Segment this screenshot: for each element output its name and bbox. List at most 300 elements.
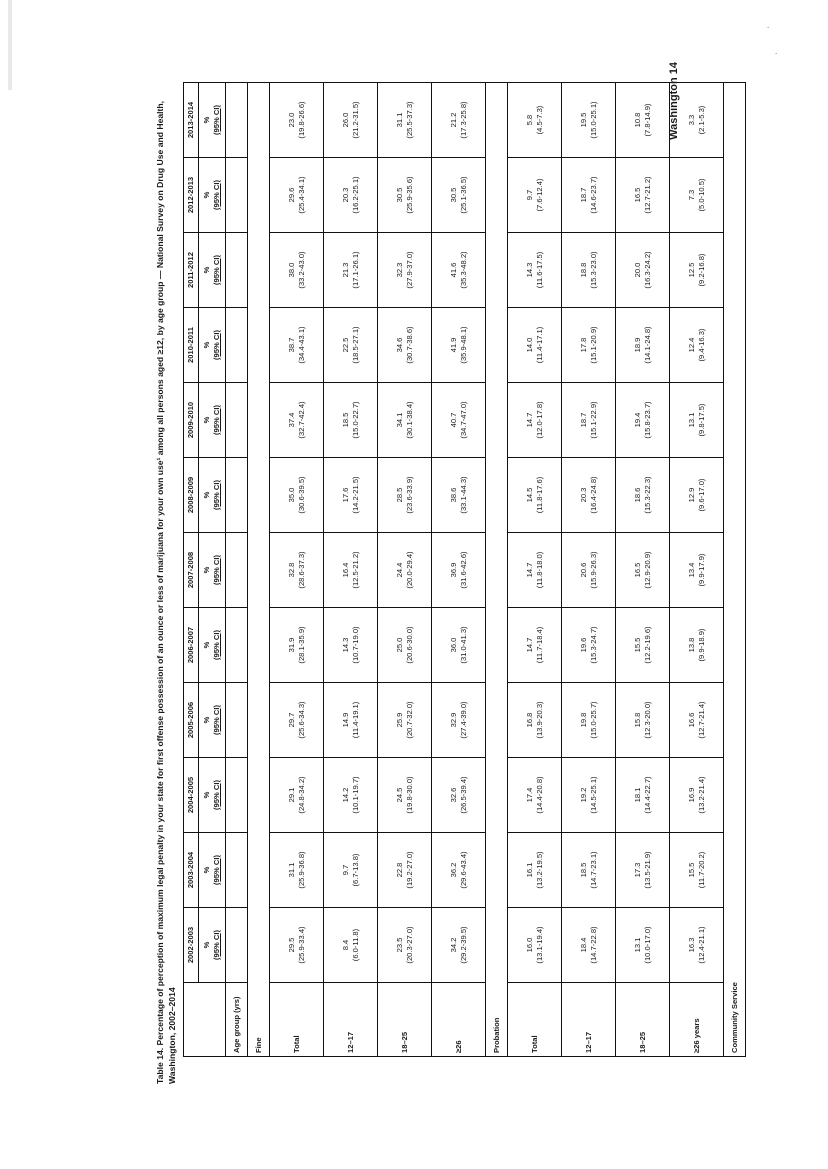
- value-cell: [616, 833, 670, 908]
- estimate: 26.0: [340, 112, 350, 128]
- percent-label: %: [202, 416, 211, 424]
- row-label: 12–17: [324, 983, 378, 1057]
- value-cell: [616, 608, 670, 683]
- confidence-interval: (25.1-36.5): [458, 176, 468, 214]
- percent-label: %: [202, 491, 211, 499]
- confidence-interval: (34.7-47.0): [458, 401, 468, 439]
- confidence-interval: (27.4-39.0): [458, 701, 468, 739]
- estimate: 16.8: [524, 712, 534, 728]
- estimate: 22.5: [340, 337, 350, 353]
- value-cell: [432, 533, 486, 608]
- page-footer: Washington 14: [668, 62, 680, 140]
- value-cell: [270, 608, 324, 683]
- estimate: 16.5: [632, 187, 642, 203]
- confidence-interval: (11.4-19.1): [350, 701, 360, 739]
- estimate: 36.0: [448, 637, 458, 653]
- value-cell: [270, 533, 324, 608]
- estimate: 12.5: [686, 262, 696, 278]
- estimate: 19.2: [578, 787, 588, 803]
- row-label: 18–25: [616, 983, 670, 1057]
- empty-cell: [226, 83, 248, 158]
- estimate: 18.5: [340, 412, 350, 428]
- subheader-cell: [199, 758, 226, 833]
- ci-label: (95% CI): [212, 255, 221, 285]
- estimate: 18.4: [578, 937, 588, 953]
- estimate: 16.4: [340, 562, 350, 578]
- confidence-interval: (34.4-43.1): [296, 326, 306, 364]
- confidence-interval: (12.9-20.9): [642, 551, 652, 589]
- estimate: 19.5: [578, 112, 588, 128]
- estimate: 9.7: [340, 864, 350, 876]
- confidence-interval: (16.2-25.1): [350, 176, 360, 214]
- confidence-interval: (28.6-37.3): [296, 551, 306, 589]
- empty-cell: [226, 308, 248, 383]
- estimate: 13.4: [686, 562, 696, 578]
- estimate: 32.3: [394, 262, 404, 278]
- confidence-interval: (15.0-25.1): [588, 101, 598, 139]
- confidence-interval: (16.4-24.8): [588, 476, 598, 514]
- subheader-cell: [199, 383, 226, 458]
- percent-label: %: [202, 791, 211, 799]
- empty-cell: [226, 683, 248, 758]
- estimate: 14.3: [340, 637, 350, 653]
- value-cell: [270, 158, 324, 233]
- confidence-interval: (31.0-41.3): [458, 626, 468, 664]
- estimate: 14.3: [524, 262, 534, 278]
- estimate: 34.2: [448, 937, 458, 953]
- subheader-cell: [199, 683, 226, 758]
- year-header: 2007-2008: [184, 533, 199, 608]
- confidence-interval: (6.7-13.8): [350, 853, 360, 887]
- table-row: [378, 83, 432, 1057]
- confidence-interval: (25.9-33.4): [296, 926, 306, 964]
- value-cell: [616, 383, 670, 458]
- year-header: 2013-2014: [184, 83, 199, 158]
- estimate: 18.6: [632, 487, 642, 503]
- confidence-interval: (15.1-22.9): [588, 401, 598, 439]
- value-cell: [508, 908, 562, 983]
- estimate: 41.9: [448, 337, 458, 353]
- confidence-interval: (13.9-20.3): [534, 701, 544, 739]
- year-header: 2010-2011: [184, 308, 199, 383]
- confidence-interval: (26.5-39.4): [458, 776, 468, 814]
- row-label: ≥26: [432, 983, 486, 1057]
- value-cell: [324, 458, 378, 533]
- estimate: 18.8: [578, 262, 588, 278]
- value-cell: [508, 533, 562, 608]
- empty-cell: [226, 383, 248, 458]
- estimate: 38.6: [448, 487, 458, 503]
- value-cell: [432, 833, 486, 908]
- percent-label: %: [202, 866, 211, 874]
- estimate: 13.1: [632, 937, 642, 953]
- value-cell: [378, 233, 432, 308]
- table-row: [508, 83, 562, 1057]
- value-cell: [562, 758, 616, 833]
- value-cell: [432, 233, 486, 308]
- value-cell: [270, 833, 324, 908]
- estimate: 25.0: [394, 637, 404, 653]
- confidence-interval: (14.5-25.1): [588, 776, 598, 814]
- value-cell: [670, 683, 724, 758]
- value-cell: [378, 533, 432, 608]
- percent-label: %: [202, 716, 211, 724]
- confidence-interval: (14.7-22.8): [588, 926, 598, 964]
- estimate: 15.5: [632, 637, 642, 653]
- ci-label: (95% CI): [212, 780, 221, 810]
- estimate: 14.2: [340, 787, 350, 803]
- estimate: 37.4: [286, 412, 296, 428]
- confidence-interval: (4.5-7.3): [534, 105, 544, 135]
- estimate: 17.8: [578, 337, 588, 353]
- estimate: 16.6: [686, 712, 696, 728]
- estimate: 20.3: [340, 187, 350, 203]
- value-cell: [432, 383, 486, 458]
- confidence-interval: (20.3-27.0): [404, 926, 414, 964]
- confidence-interval: (11.6-17.5): [534, 251, 544, 289]
- estimate: 29.7: [286, 712, 296, 728]
- table-row: [616, 83, 670, 1057]
- estimate: 18.5: [578, 862, 588, 878]
- estimate: 31.1: [394, 112, 404, 128]
- confidence-interval: (9.9-18.9): [696, 628, 706, 662]
- confidence-interval: (25.4-34.1): [296, 176, 306, 214]
- year-header: 2005-2006: [184, 683, 199, 758]
- confidence-interval: (9.4-16.3): [696, 328, 706, 362]
- header-corner: [184, 983, 226, 1057]
- row-label: Total: [508, 983, 562, 1057]
- header-row: [184, 83, 199, 1057]
- data-table: [183, 82, 746, 1057]
- confidence-interval: (11.7-18.4): [534, 626, 544, 664]
- year-header: 2004-2005: [184, 758, 199, 833]
- estimate: 20.0: [632, 262, 642, 278]
- estimate: 19.4: [632, 412, 642, 428]
- confidence-interval: (11.8-17.6): [534, 476, 544, 514]
- estimate: 28.5: [394, 487, 404, 503]
- value-cell: [432, 83, 486, 158]
- confidence-interval: (11.4-17.1): [534, 326, 544, 364]
- estimate: 17.3: [632, 862, 642, 878]
- value-cell: [670, 383, 724, 458]
- value-cell: [432, 683, 486, 758]
- estimate: 15.5: [686, 862, 696, 878]
- value-cell: [432, 908, 486, 983]
- value-cell: [508, 383, 562, 458]
- confidence-interval: (29.2-39.5): [458, 926, 468, 964]
- estimate: 19.6: [578, 637, 588, 653]
- confidence-interval: (35.3-48.2): [458, 251, 468, 289]
- estimate: 36.2: [448, 862, 458, 878]
- section-row: [486, 83, 508, 1057]
- value-cell: [616, 908, 670, 983]
- value-cell: [324, 158, 378, 233]
- row-label: ≥26 years: [670, 983, 724, 1057]
- value-cell: [670, 458, 724, 533]
- estimate: 22.8: [394, 862, 404, 878]
- rotated-page-content: [150, 62, 739, 1090]
- confidence-interval: (14.4-22.7): [642, 776, 652, 814]
- value-cell: [432, 308, 486, 383]
- ci-label: (95% CI): [212, 630, 221, 660]
- confidence-interval: (15.1-20.9): [588, 326, 598, 364]
- ci-label: (95% CI): [212, 930, 221, 960]
- percent-label: %: [202, 566, 211, 574]
- estimate: 21.2: [448, 112, 458, 128]
- value-cell: [270, 458, 324, 533]
- confidence-interval: (19.8-26.6): [296, 101, 306, 139]
- confidence-interval: (9.9-17.9): [696, 553, 706, 587]
- value-cell: [378, 908, 432, 983]
- estimate: 23.0: [286, 112, 296, 128]
- value-cell: [670, 233, 724, 308]
- value-cell: [508, 158, 562, 233]
- year-header: 2011-2012: [184, 233, 199, 308]
- estimate: 34.1: [394, 412, 404, 428]
- age-group-label: Age group (yrs): [226, 983, 248, 1057]
- estimate: 12.4: [686, 337, 696, 353]
- estimate: 10.8: [632, 112, 642, 128]
- value-cell: [270, 683, 324, 758]
- estimate: 29.1: [286, 787, 296, 803]
- estimate: 34.6: [394, 337, 404, 353]
- subheader-cell: [199, 308, 226, 383]
- year-header: 2002-2003: [184, 908, 199, 983]
- value-cell: [324, 308, 378, 383]
- year-header: 2003-2004: [184, 833, 199, 908]
- value-cell: [432, 158, 486, 233]
- confidence-interval: (14.7-23.1): [588, 851, 598, 889]
- estimate: 3.3: [686, 114, 696, 126]
- value-cell: [270, 908, 324, 983]
- value-cell: [508, 458, 562, 533]
- subheader-cell: [199, 533, 226, 608]
- confidence-interval: (9.6-17.0): [696, 478, 706, 512]
- ci-label: (95% CI): [212, 705, 221, 735]
- confidence-interval: (7.6-12.4): [534, 178, 544, 212]
- empty-cell: [226, 533, 248, 608]
- confidence-interval: (32.7-42.4): [296, 401, 306, 439]
- estimate: 14.7: [524, 412, 534, 428]
- row-label: 18–25: [378, 983, 432, 1057]
- value-cell: [324, 833, 378, 908]
- ci-label: (95% CI): [212, 105, 221, 135]
- value-cell: [562, 608, 616, 683]
- estimate: 29.6: [286, 187, 296, 203]
- confidence-interval: (10.0-17.0): [642, 926, 652, 964]
- section-label: Fine: [248, 83, 270, 1057]
- confidence-interval: (9.2-16.8): [696, 253, 706, 287]
- value-cell: [508, 608, 562, 683]
- estimate: 5.8: [524, 114, 534, 126]
- value-cell: [562, 683, 616, 758]
- estimate: 14.5: [524, 487, 534, 503]
- estimate: 20.6: [578, 562, 588, 578]
- section-label: Probation: [486, 83, 508, 1057]
- confidence-interval: (14.6-23.7): [588, 176, 598, 214]
- estimate: 14.7: [524, 562, 534, 578]
- year-header: 2006-2007: [184, 608, 199, 683]
- estimate: 20.3: [578, 487, 588, 503]
- value-cell: [616, 758, 670, 833]
- value-cell: [616, 308, 670, 383]
- value-cell: [616, 233, 670, 308]
- value-cell: [432, 458, 486, 533]
- value-cell: [270, 308, 324, 383]
- estimate: 21.3: [340, 262, 350, 278]
- subheader-cell: [199, 83, 226, 158]
- confidence-interval: (12.7-21.2): [642, 176, 652, 214]
- confidence-interval: (13.1-19.4): [534, 926, 544, 964]
- value-cell: [562, 908, 616, 983]
- confidence-interval: (12.4-21.1): [696, 926, 706, 964]
- confidence-interval: (6.0-11.8): [350, 928, 360, 962]
- value-cell: [670, 833, 724, 908]
- estimate: 9.7: [524, 189, 534, 201]
- subheader-cell: [199, 158, 226, 233]
- value-cell: [670, 608, 724, 683]
- percent-label: %: [202, 941, 211, 949]
- confidence-interval: (15.3-24.7): [588, 626, 598, 664]
- confidence-interval: (33.1-44.3): [458, 476, 468, 514]
- estimate: 30.5: [448, 187, 458, 203]
- value-cell: [670, 158, 724, 233]
- value-cell: [432, 608, 486, 683]
- confidence-interval: (15.0-22.7): [350, 401, 360, 439]
- estimate: 17.4: [524, 787, 534, 803]
- value-cell: [562, 833, 616, 908]
- value-cell: [562, 83, 616, 158]
- estimate: 16.0: [524, 937, 534, 953]
- value-cell: [378, 758, 432, 833]
- value-cell: [324, 383, 378, 458]
- confidence-interval: (13.2-21.4): [696, 776, 706, 814]
- value-cell: [670, 758, 724, 833]
- year-header: 2008-2009: [184, 458, 199, 533]
- confidence-interval: (15.8-23.7): [642, 401, 652, 439]
- value-cell: [378, 158, 432, 233]
- estimate: 16.1: [524, 862, 534, 878]
- empty-cell: [226, 908, 248, 983]
- table-row: [562, 83, 616, 1057]
- empty-cell: [226, 608, 248, 683]
- value-cell: [324, 83, 378, 158]
- estimate: 12.9: [686, 487, 696, 503]
- value-cell: [378, 83, 432, 158]
- confidence-interval: (12.7-21.4): [696, 701, 706, 739]
- confidence-interval: (25.6-34.3): [296, 701, 306, 739]
- estimate: 24.5: [394, 787, 404, 803]
- scan-speck: ⋅: [767, 25, 770, 32]
- estimate: 24.4: [394, 562, 404, 578]
- confidence-interval: (14.1-24.8): [642, 326, 652, 364]
- value-cell: [270, 83, 324, 158]
- age-group-row: [226, 83, 248, 1057]
- empty-cell: [226, 158, 248, 233]
- confidence-interval: (30.1-38.4): [404, 401, 414, 439]
- value-cell: [378, 383, 432, 458]
- estimate: 18.7: [578, 412, 588, 428]
- ci-label: (95% CI): [212, 855, 221, 885]
- estimate: 32.9: [448, 712, 458, 728]
- estimate: 13.1: [686, 412, 696, 428]
- estimate: 38.0: [286, 262, 296, 278]
- confidence-interval: (10.1-19.7): [350, 776, 360, 814]
- ci-label: (95% CI): [212, 405, 221, 435]
- value-cell: [616, 458, 670, 533]
- confidence-interval: (25.9-35.6): [404, 176, 414, 214]
- year-header: 2012-2013: [184, 158, 199, 233]
- table-row: [270, 83, 324, 1057]
- value-cell: [670, 908, 724, 983]
- value-cell: [270, 383, 324, 458]
- confidence-interval: (17.3-25.8): [458, 101, 468, 139]
- confidence-interval: (21.2-31.5): [350, 101, 360, 139]
- estimate: 18.7: [578, 187, 588, 203]
- estimate: 36.9: [448, 562, 458, 578]
- scan-edge: [8, 0, 12, 90]
- value-cell: [616, 683, 670, 758]
- row-label: 12–17: [562, 983, 616, 1057]
- ci-label: (95% CI): [212, 330, 221, 360]
- confidence-interval: (2.1-5.3): [696, 105, 706, 135]
- estimate: 8.4: [340, 939, 350, 951]
- value-cell: [616, 533, 670, 608]
- empty-cell: [226, 458, 248, 533]
- estimate: 25.9: [394, 712, 404, 728]
- estimate: 31.1: [286, 862, 296, 878]
- confidence-interval: (23.6-33.9): [404, 476, 414, 514]
- value-cell: [324, 758, 378, 833]
- confidence-interval: (15.3-23.0): [588, 251, 598, 289]
- value-cell: [432, 758, 486, 833]
- percent-label: %: [202, 191, 211, 199]
- estimate: 29.5: [286, 937, 296, 953]
- estimate: 23.5: [394, 937, 404, 953]
- value-cell: [508, 233, 562, 308]
- percent-label: %: [202, 116, 211, 124]
- empty-cell: [226, 233, 248, 308]
- estimate: 14.0: [524, 337, 534, 353]
- value-cell: [616, 158, 670, 233]
- value-cell: [508, 308, 562, 383]
- section-label: Community Service: [724, 83, 746, 1057]
- value-cell: [508, 83, 562, 158]
- confidence-interval: (11.7-20.2): [696, 851, 706, 889]
- table-row: [324, 83, 378, 1057]
- percent-label: %: [202, 641, 211, 649]
- year-header: 2009-2010: [184, 383, 199, 458]
- row-label: Total: [270, 983, 324, 1057]
- value-cell: [508, 833, 562, 908]
- ci-label: (95% CI): [212, 180, 221, 210]
- empty-cell: [226, 758, 248, 833]
- value-cell: [324, 608, 378, 683]
- subheader-cell: [199, 233, 226, 308]
- confidence-interval: (28.1-35.9): [296, 626, 306, 664]
- estimate: 14.9: [340, 712, 350, 728]
- confidence-interval: (16.3-24.2): [642, 251, 652, 289]
- confidence-interval: (11.8-18.0): [534, 551, 544, 589]
- estimate: 15.8: [632, 712, 642, 728]
- estimate: 16.5: [632, 562, 642, 578]
- estimate: 38.7: [286, 337, 296, 353]
- percent-label: %: [202, 341, 211, 349]
- confidence-interval: (12.3-20.0): [642, 701, 652, 739]
- confidence-interval: (29.6-43.4): [458, 851, 468, 889]
- value-cell: [508, 683, 562, 758]
- estimate: 18.9: [632, 337, 642, 353]
